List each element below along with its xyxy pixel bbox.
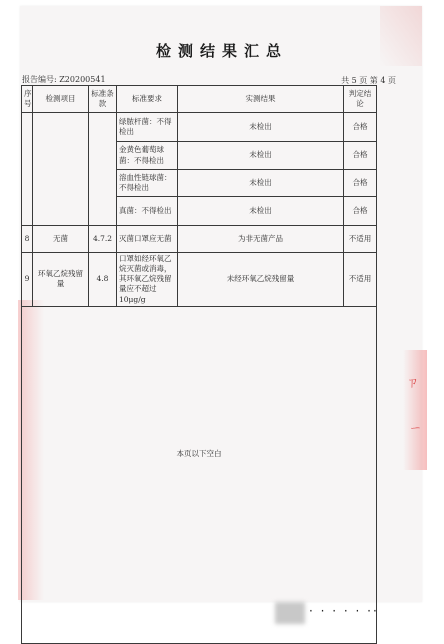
table-row: [22, 113, 377, 142]
page-counter: 共 5 页 第 4 页: [341, 76, 396, 85]
clause-cell: 4.7.2: [89, 226, 117, 253]
seq-cell: 8: [22, 226, 33, 253]
conclusion-cell: 不适用: [344, 226, 377, 253]
table-row: [22, 226, 377, 253]
table-header-row: [22, 86, 377, 113]
result-cell: 未经环氧乙烷残留量: [178, 253, 344, 307]
page-title: 检测结果汇总: [155, 42, 288, 60]
result-cell: 未检出: [178, 142, 344, 170]
report-number-value: Z20200541: [59, 75, 106, 84]
table-cell: [33, 113, 89, 226]
blurred-region: [275, 602, 305, 624]
header-result: 实测结果: [178, 86, 344, 113]
table-cell: [89, 113, 117, 226]
conclusion-cell: 合格: [344, 113, 377, 142]
header-requirement: 标准要求: [117, 86, 178, 113]
header-item: 检测项目: [33, 86, 89, 113]
requirement-cell: 灭菌口罩应无菌: [117, 226, 178, 253]
table-row: [22, 253, 377, 307]
result-cell: 为非无菌产品: [178, 226, 344, 253]
report-number: [22, 74, 106, 85]
requirement-cell: 绿脓杆菌：不得检出: [117, 113, 178, 142]
requirement-cell: 溶血性链球菌：不得检出: [117, 170, 178, 197]
conclusion-cell: 不适用: [344, 253, 377, 307]
result-cell: 未检出: [178, 170, 344, 197]
seal-fragment: ㄗ: [406, 376, 420, 391]
table-cell: [22, 113, 33, 226]
header-seq: 序号: [22, 86, 33, 113]
conclusion-cell: 合格: [344, 142, 377, 170]
blank-area: [22, 306, 377, 643]
header-conclusion: 判定结论: [344, 86, 377, 113]
seal-fragment: ㄧ: [409, 422, 423, 437]
conclusion-cell: 合格: [344, 170, 377, 197]
table-row-blank: [22, 306, 377, 643]
item-cell: 环氧乙烷残留量: [33, 253, 89, 307]
results-table: [21, 85, 377, 644]
report-number-label: 报告编号:: [22, 75, 57, 84]
blank-note: 本页以下空白: [176, 448, 222, 458]
result-cell: 未检出: [178, 197, 344, 226]
footer-dots: · · · · · ··: [309, 604, 379, 618]
conclusion-cell: 合格: [344, 197, 377, 226]
result-cell: 未检出: [178, 113, 344, 142]
requirement-cell: 口罩如经环氧乙烷灭菌或消毒，其环氧乙烷残留量应不超过10μg/g: [117, 253, 178, 307]
requirement-cell: 金黄色葡萄球菌：不得检出: [117, 142, 178, 170]
clause-cell: 4.8: [89, 253, 117, 307]
seal-stamp-edge: [403, 350, 427, 470]
seq-cell: 9: [22, 253, 33, 307]
requirement-cell: 真菌：不得检出: [117, 197, 178, 226]
item-cell: 无菌: [33, 226, 89, 253]
header-clause: 标准条款: [89, 86, 117, 113]
